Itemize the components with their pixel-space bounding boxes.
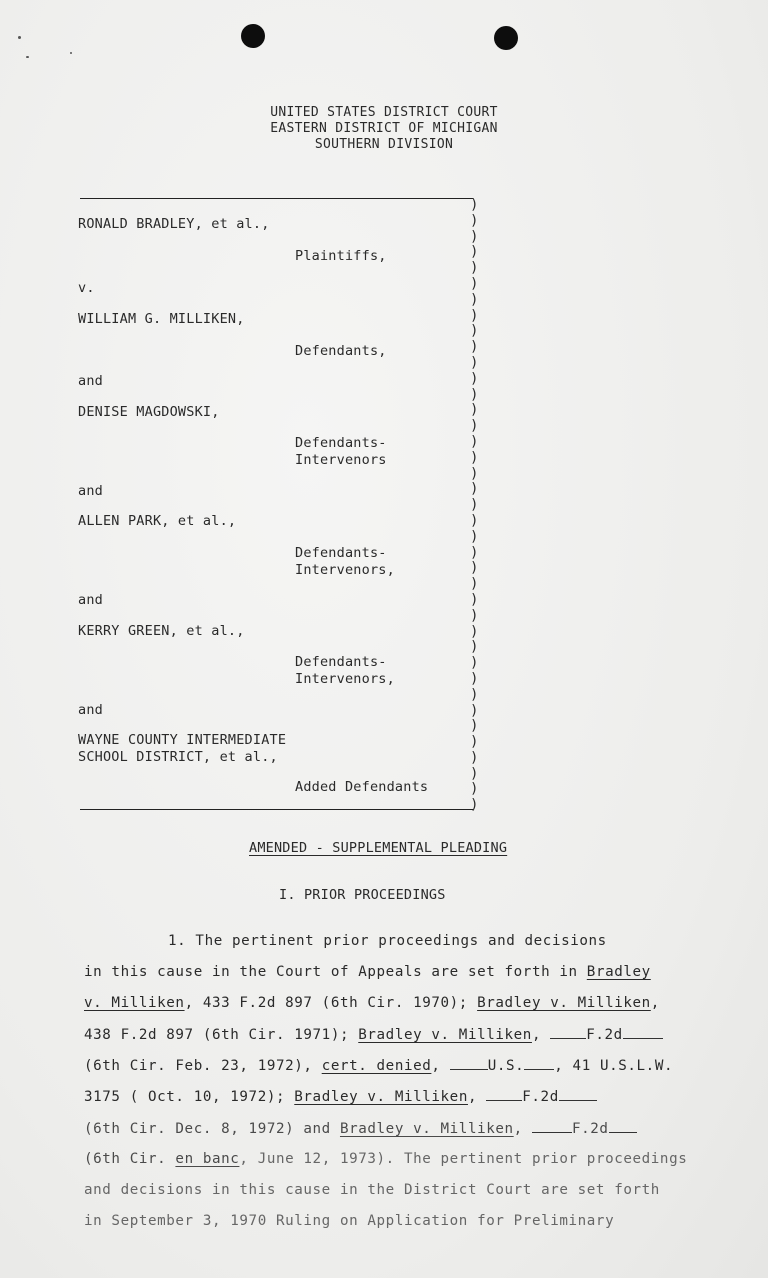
added-defendant-name: WAYNE COUNTY INTERMEDIATE SCHOOL DISTRICT, et al., xyxy=(78,732,287,765)
paragraph-line: (6th Cir. Feb. 23, 1972), cert. denied, U.S. , 41 U.S.L.W. xyxy=(84,1058,674,1074)
paragraph-line: 1. The pertinent prior proceedings and decisions xyxy=(168,933,607,949)
citation-blank xyxy=(486,1088,522,1101)
case-citation: cert. denied xyxy=(321,1058,432,1074)
case-citation: Bradley v. Milliken xyxy=(477,995,651,1011)
speck xyxy=(70,52,72,54)
defendant-role: Defendants, xyxy=(295,343,387,359)
versus: v. xyxy=(78,280,95,296)
speck xyxy=(26,56,29,58)
intervenor-name: DENISE MAGDOWSKI, xyxy=(78,404,220,420)
citation-blank xyxy=(524,1057,554,1070)
paragraph-line: 438 F.2d 897 (6th Cir. 1971); Bradley v. Milliken, F.2d xyxy=(84,1026,663,1043)
section-heading: I. PRIOR PROCEEDINGS xyxy=(279,887,446,903)
citation-blank xyxy=(559,1088,597,1101)
court-header xyxy=(0,105,768,153)
paragraph-line: and decisions in this cause in the District Court are set forth xyxy=(84,1182,660,1198)
caption-paren-column: ) ) ) ) ) ) ) ) ) ) ) ) ) ) ) ) ) ) ) ) ) ) ) ) ) ) ) ) ) ) ) ) ) ) ) ) ) ) ) xyxy=(470,197,479,814)
citation-blank xyxy=(550,1026,586,1039)
plaintiff-role: Plaintiffs, xyxy=(295,248,387,264)
and-connector: and xyxy=(78,373,103,389)
court-division: SOUTHERN DIVISION xyxy=(314,137,454,152)
and-connector: and xyxy=(78,483,103,499)
added-defendant-role: Added Defendants xyxy=(295,779,429,795)
intervenor-name: ALLEN PARK, et al., xyxy=(78,513,237,529)
court-district: EASTERN DISTRICT OF MICHIGAN xyxy=(270,121,498,136)
plaintiff-name: RONALD BRADLEY, et al., xyxy=(78,216,270,232)
court-name: UNITED STATES DISTRICT COURT xyxy=(270,105,498,120)
citation-blank xyxy=(623,1026,663,1039)
speck xyxy=(18,36,21,39)
and-connector: and xyxy=(78,592,103,608)
citation-blank xyxy=(532,1120,572,1133)
punch-hole-right xyxy=(494,26,518,50)
case-citation: Bradley v. Milliken xyxy=(339,1121,514,1137)
case-citation: Bradley v. Milliken xyxy=(294,1089,468,1105)
intervenor-name: KERRY GREEN, et al., xyxy=(78,623,245,639)
case-citation: Bradley xyxy=(586,964,651,980)
intervenor-role: Defendants- Intervenors xyxy=(295,435,387,468)
paragraph-line: 3175 ( Oct. 10, 1972); Bradley v. Milliken, F.2d xyxy=(84,1088,597,1105)
defendant-name: WILLIAM G. MILLIKEN, xyxy=(78,311,245,327)
and-connector: and xyxy=(78,702,103,718)
paragraph-line: v. Milliken, 433 F.2d 897 (6th Cir. 1970); Bradley v. Milliken, xyxy=(84,995,660,1011)
caption-top-rule xyxy=(80,198,473,199)
punch-hole-left xyxy=(241,24,265,48)
case-citation: v. Milliken xyxy=(84,995,185,1011)
case-citation: Bradley v. Milliken xyxy=(358,1027,532,1043)
intervenor-role: Defendants- Intervenors, xyxy=(295,654,395,687)
paragraph-line: in this cause in the Court of Appeals are set forth in Bradley xyxy=(84,964,651,980)
citation-blank xyxy=(609,1120,637,1133)
case-citation: en banc xyxy=(175,1151,240,1167)
intervenor-role: Defendants- Intervenors, xyxy=(295,545,395,578)
caption-bottom-rule xyxy=(80,809,473,810)
paragraph-line: in September 3, 1970 Ruling on Application for Preliminary xyxy=(84,1213,615,1229)
citation-blank xyxy=(450,1057,488,1070)
paragraph-line: (6th Cir. en banc, June 12, 1973). The pertinent prior proceedings xyxy=(84,1151,688,1167)
pleading-title: AMENDED - SUPPLEMENTAL PLEADING xyxy=(249,840,508,856)
paragraph-line: (6th Cir. Dec. 8, 1972) and Bradley v. Milliken, F.2d xyxy=(84,1120,637,1137)
